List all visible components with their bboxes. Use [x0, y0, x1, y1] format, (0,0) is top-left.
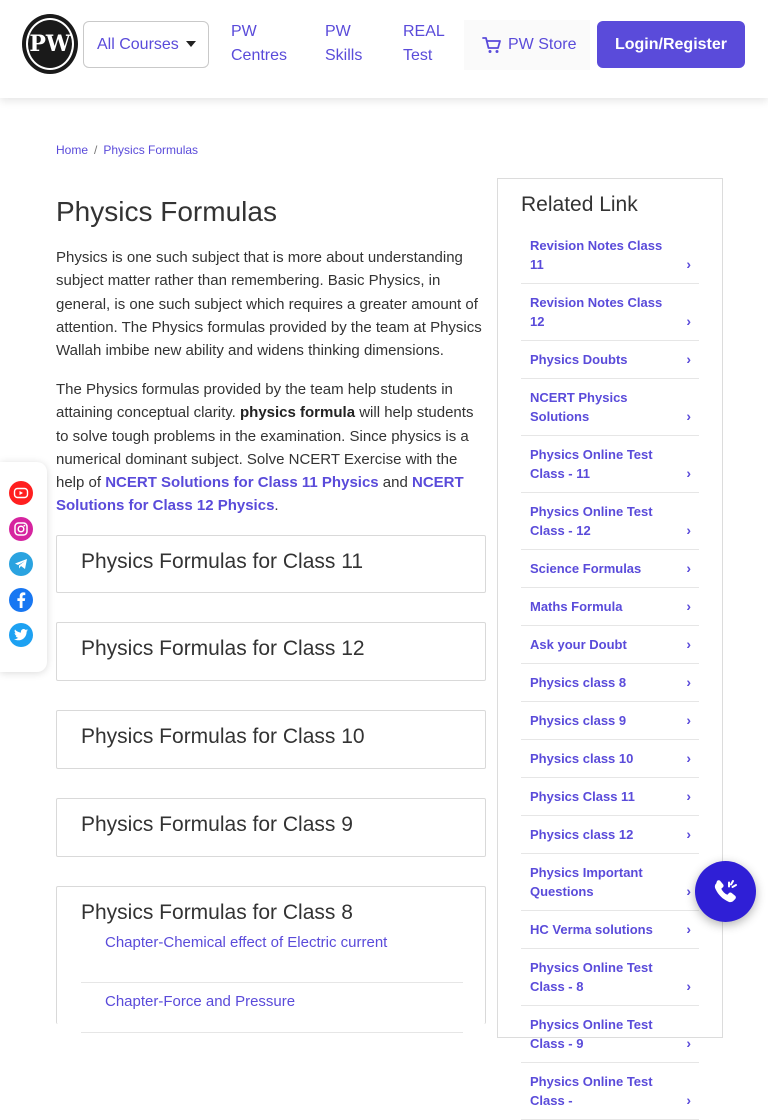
related-link-item[interactable]	[521, 436, 699, 493]
related-link-label: Physics Important Questions	[530, 865, 643, 899]
accordion-class-8[interactable]	[56, 886, 486, 1024]
cart-icon	[482, 36, 502, 54]
related-link-label: Physics Online Test Class - 12	[530, 504, 653, 538]
related-link-item[interactable]	[521, 493, 699, 550]
related-link-item[interactable]	[521, 1063, 699, 1120]
chapter-link[interactable]: Chapter-Chemical effect of Electric current	[81, 933, 463, 983]
related-link-label: NCERT Physics Solutions	[530, 390, 628, 424]
chevron-right-icon: ›	[686, 883, 691, 899]
chapter-link[interactable]: Chapter-Force and Pressure	[81, 983, 463, 1033]
related-link-label: Ask your Doubt	[530, 637, 627, 652]
chevron-right-icon: ›	[686, 256, 691, 272]
chevron-right-icon: ›	[686, 788, 691, 804]
accordion-class-9[interactable]	[56, 798, 486, 857]
chevron-right-icon: ›	[686, 1092, 691, 1108]
breadcrumb-current[interactable]: Physics Formulas	[103, 143, 199, 157]
instagram-icon[interactable]	[9, 517, 33, 541]
accordion-class-12[interactable]	[56, 622, 486, 681]
ncert-class12-link[interactable]: NCERT Solutions for Class 12 Physics	[56, 474, 464, 515]
chevron-right-icon: ›	[686, 921, 691, 937]
chevron-right-icon: ›	[686, 826, 691, 842]
youtube-icon[interactable]	[9, 481, 33, 505]
accordion-title: Physics Formulas for Class 12	[81, 637, 365, 660]
accordion-title: Physics Formulas for Class 9	[81, 813, 353, 836]
related-links-panel	[497, 178, 723, 1108]
related-link-label: Physics class 10	[530, 751, 634, 766]
chevron-right-icon: ›	[686, 408, 691, 424]
ncert-class11-link[interactable]: NCERT Solutions for Class 11 Physics	[105, 474, 379, 492]
related-link-item[interactable]	[521, 740, 699, 778]
page-title: Physics Formulas	[56, 196, 277, 227]
related-link-item[interactable]	[521, 949, 699, 1006]
chevron-right-icon: ›	[686, 636, 691, 652]
related-link-label: Physics Doubts	[530, 352, 628, 367]
caret-down-icon	[186, 41, 196, 47]
chevron-right-icon: ›	[686, 351, 691, 367]
chevron-right-icon: ›	[686, 465, 691, 481]
related-link-item[interactable]	[521, 911, 699, 949]
chevron-right-icon: ›	[686, 560, 691, 576]
accordion-class-10[interactable]	[56, 710, 486, 769]
chevron-right-icon: ›	[686, 978, 691, 994]
chevron-right-icon: ›	[686, 313, 691, 329]
related-link-item[interactable]	[521, 664, 699, 702]
related-link-label: HC Verma solutions	[530, 922, 653, 937]
nav-real-test[interactable]: REAL Test	[403, 23, 445, 64]
chevron-right-icon: ›	[686, 712, 691, 728]
related-link-label: Physics Online Test Class - 11	[530, 447, 653, 481]
related-link-item[interactable]	[521, 854, 699, 911]
related-link-label: Maths Formula	[530, 599, 623, 614]
related-link-item[interactable]	[521, 1006, 699, 1063]
intro-paragraph: Physics is one such subject that is more about understanding subject matter rather than remembering. Basic Physics, in general, is one such subject which requires a greater amount of attention. The Physics formulas provided by the team at Physics Wallah imbibe new ability and widens thinking dimensions.	[56, 249, 482, 360]
related-links-title: Related Link	[521, 193, 638, 216]
pw-logo[interactable]	[22, 14, 78, 74]
related-links-list	[521, 227, 699, 1120]
all-courses-dropdown[interactable]	[83, 21, 209, 68]
related-link-item[interactable]	[521, 341, 699, 379]
related-link-item[interactable]	[521, 588, 699, 626]
accordion-title: Physics Formulas for Class 10	[81, 725, 365, 748]
chevron-right-icon: ›	[686, 1035, 691, 1051]
related-link-label: Physics class 9	[530, 713, 627, 728]
all-courses-label: All Courses	[97, 35, 179, 53]
related-link-item[interactable]	[521, 778, 699, 816]
related-link-label: Physics class 12	[530, 827, 634, 842]
related-link-label: Physics Online Test Class - 8	[530, 960, 653, 994]
related-link-label: Science Formulas	[530, 561, 642, 576]
pw-store-link[interactable]	[464, 20, 590, 70]
related-link-item[interactable]	[521, 626, 699, 664]
social-sidebar	[0, 462, 47, 672]
related-link-item[interactable]	[521, 816, 699, 854]
related-link-label: Physics Class 11	[530, 789, 635, 804]
related-link-label: Physics Online Test Class - 9	[530, 1017, 653, 1051]
related-link-item[interactable]	[521, 227, 699, 284]
telegram-icon[interactable]	[9, 552, 33, 576]
physics-formula-bold: physics formula	[240, 404, 356, 422]
pw-store-label: PW Store	[508, 36, 577, 53]
breadcrumb	[56, 143, 198, 157]
second-paragraph: The Physics formulas provided by the team help students in attaining conceptual clarity. physics formula will help students to solve tough problems in the examination. Since physics is a numerical dominant subject. Solve NCERT Exercise with the help of NCERT Solutions for Class 11 Physics and NCERT Solutions for Class 12 Physics.	[56, 381, 474, 515]
chevron-right-icon: ›	[686, 750, 691, 766]
nav-pw-skills[interactable]: PW Skills	[325, 23, 363, 64]
related-link-label: Revision Notes Class 11	[530, 238, 663, 272]
logo-text: PW	[26, 18, 74, 70]
login-register-button[interactable]: Login/Register	[597, 21, 745, 68]
site-header	[0, 0, 768, 98]
related-link-item[interactable]	[521, 379, 699, 436]
chevron-right-icon: ›	[686, 522, 691, 538]
accordion-title: Physics Formulas for Class 11	[81, 550, 364, 573]
related-link-item[interactable]	[521, 702, 699, 740]
related-link-label: Physics Online Test Class -	[530, 1074, 653, 1108]
breadcrumb-home[interactable]: Home	[56, 143, 89, 157]
call-button[interactable]	[695, 861, 756, 922]
related-link-item[interactable]	[521, 284, 699, 341]
nav-pw-centres[interactable]: PW Centres	[231, 23, 288, 64]
breadcrumb-separator: /	[94, 143, 98, 157]
accordion-class-11[interactable]	[56, 535, 486, 593]
accordion-title: Physics Formulas for Class 8	[81, 901, 353, 924]
facebook-icon[interactable]	[9, 588, 33, 612]
accordion-chapter-list	[81, 933, 463, 1033]
chevron-right-icon: ›	[686, 598, 691, 614]
phone-icon	[710, 876, 742, 908]
related-link-label: Revision Notes Class 12	[530, 295, 663, 329]
chevron-right-icon: ›	[686, 674, 691, 690]
related-link-label: Physics class 8	[530, 675, 627, 690]
twitter-icon[interactable]	[9, 623, 33, 647]
related-link-item[interactable]	[521, 550, 699, 588]
